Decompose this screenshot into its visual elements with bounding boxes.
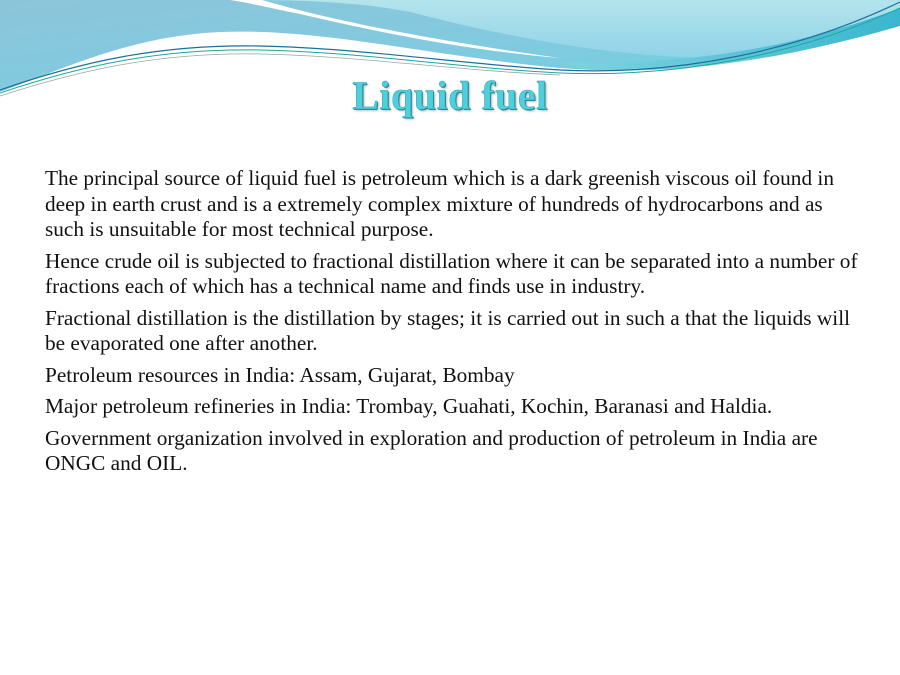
paragraph-liquid-fuel-source: The principal source of liquid fuel is petroleum which is a dark greenish viscous oil found in deep in earth crust and is a extremely complex mixture of hundreds of hydrocarbons and as such is unsuitable for most technical purpose.: [45, 166, 834, 241]
slide-body: [45, 166, 865, 483]
paragraph-fractional-distillation-intro: Hence crude oil is subjected to fractional distillation where it can be separated into a number of fractions each of which has a technical name and finds use in industry.: [45, 248, 858, 298]
slide-title: Liquid fuel: [352, 73, 548, 118]
paragraph-government-organizations: Government organization involved in exploration and production of petroleum in India are ONGC and OIL.: [45, 425, 818, 475]
paragraph-refineries: Major petroleum refineries in India: Trombay, Guahati, Kochin, Baranasi and Haldia.: [45, 394, 773, 418]
paragraph-fractional-distillation-definition: Fractional distillation is the distillation by stages; it is carried out in such a that the liquids will be evaporated one after another.: [45, 305, 851, 355]
paragraph-petroleum-resources: Petroleum resources in India: Assam, Gujarat, Bombay: [45, 362, 515, 387]
